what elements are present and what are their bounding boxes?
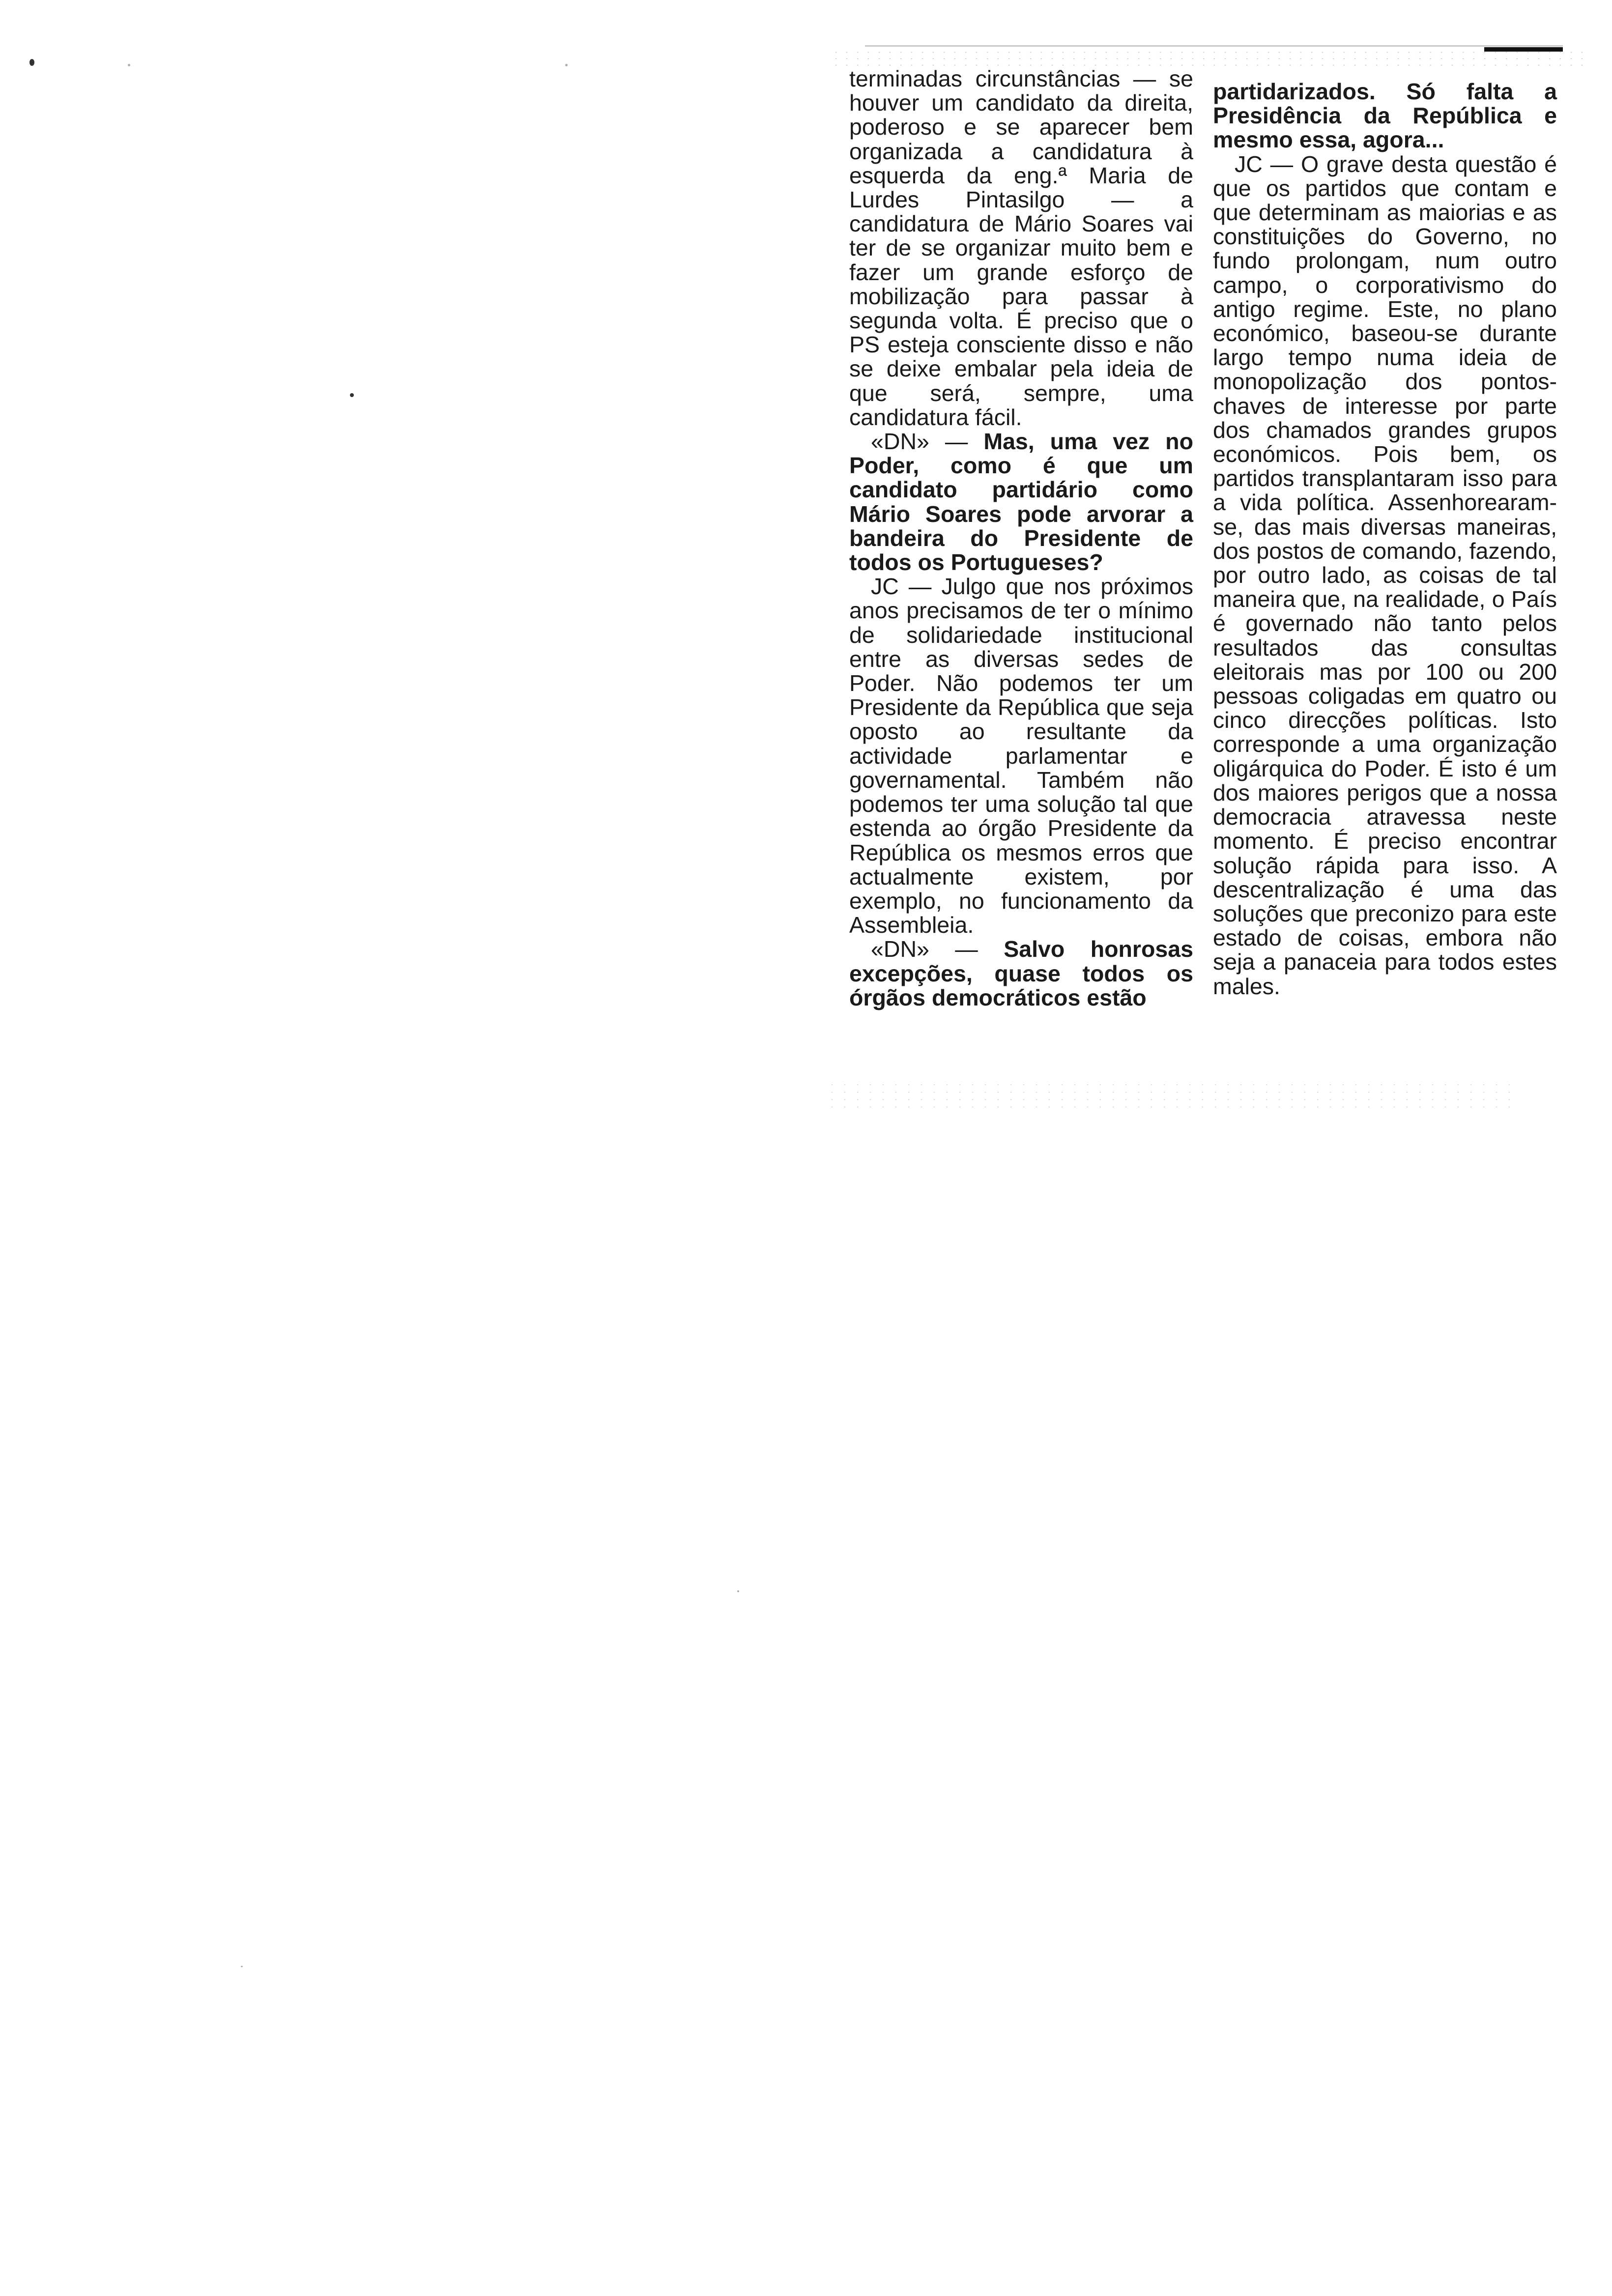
answer-text: O grave desta questão é que os partidos que contam e que determinam as maiorias e as constituições do Governo, no fundo prolongam, num outro campo, o corporativismo do antigo regime. Este, no plano económico, baseou-se durante largo tempo numa ideia de monopolização dos pontos-chaves de interesse por parte dos chamados grandes grupos económicos. Pois bem, os partidos transplantaram isso para a vida política. Assenhorearam-se, das mais diversas maneiras, dos postos de comando, fazendo, por outro lado, as coisas de tal maneira que, na realidade, o País é governado não tanto pelos resultados das consultas eleitorais mas por 100 ou 200 pessoas coligadas em quatro ou cinco direcções políticas. Isto corresponde a uma organização oligárquica do Poder. É isto é um dos maiores perigos que a nossa democracia atravessa neste momento. É preciso encontrar solução rápida para isso. A descentralização é uma das soluções que preconizo para este estado de coisas, embora não seja a panaceia para todos estes males. bbox=[1213, 151, 1557, 999]
answer-paragraph bbox=[1213, 152, 1557, 999]
speaker-label: «DN» — bbox=[871, 936, 978, 962]
question-text: Mas, uma vez no Poder, como é que um candidato partidário como Mário Soares pode arvorar a bandeira do Presidente de todos os Portugueses? bbox=[849, 429, 1193, 575]
scan-speck bbox=[350, 393, 354, 397]
scan-speck bbox=[737, 1590, 739, 1592]
question-continuation bbox=[1213, 80, 1557, 152]
question-paragraph bbox=[849, 937, 1193, 1010]
question-text: partidarizados. Só falta a Presidência da República e mesmo essa, agora... bbox=[1213, 79, 1557, 153]
scan-noise-bottom bbox=[826, 1081, 1514, 1111]
answer-text: Julgo que nos próximos anos precisamos de ter o mínimo de solidariedade institucional entre as diversas sedes de Poder. Não podemos ter um Presidente da República que seja oposto ao resultante da actividade parlamentar e governamental. Também não podemos ter uma solução tal que estenda ao órgão Presidente da República os mesmos erros que actualmente existem, por exemplo, no funcionamento da Assembleia. bbox=[849, 574, 1193, 938]
article-column-right bbox=[1213, 80, 1557, 999]
scan-speck bbox=[241, 1966, 243, 1967]
speaker-label: «DN» — bbox=[871, 429, 968, 455]
speaker-label: JC — bbox=[871, 574, 932, 600]
scan-speck bbox=[128, 64, 130, 66]
newspaper-clipping bbox=[820, 47, 1577, 1119]
paragraph-text: terminadas circunstâncias — se houver um candidato da direita, poderoso e se aparecer bem organizada a candidatura à esquerda da eng.ª Maria de Lurdes Pintasilgo — a candidatura de Mário Soares vai ter de se organizar muito bem e fazer um grande esforço de mobilização para passar à segunda volta. É preciso que o PS esteja consciente disso e não se deixe embalar pela ideia de que será, sempre, uma candidatura fácil. bbox=[849, 66, 1193, 430]
question-paragraph bbox=[849, 430, 1193, 574]
scan-speck bbox=[565, 64, 568, 66]
paragraph bbox=[849, 67, 1193, 430]
question-text: Salvo honrosas excepções, quase todos os órgãos democráticos estão bbox=[849, 936, 1194, 1010]
speaker-label: JC — bbox=[1235, 151, 1294, 177]
article-column-left bbox=[849, 67, 1193, 1010]
top-rule bbox=[865, 45, 1563, 47]
answer-paragraph bbox=[849, 574, 1193, 937]
scan-speck bbox=[29, 59, 34, 66]
